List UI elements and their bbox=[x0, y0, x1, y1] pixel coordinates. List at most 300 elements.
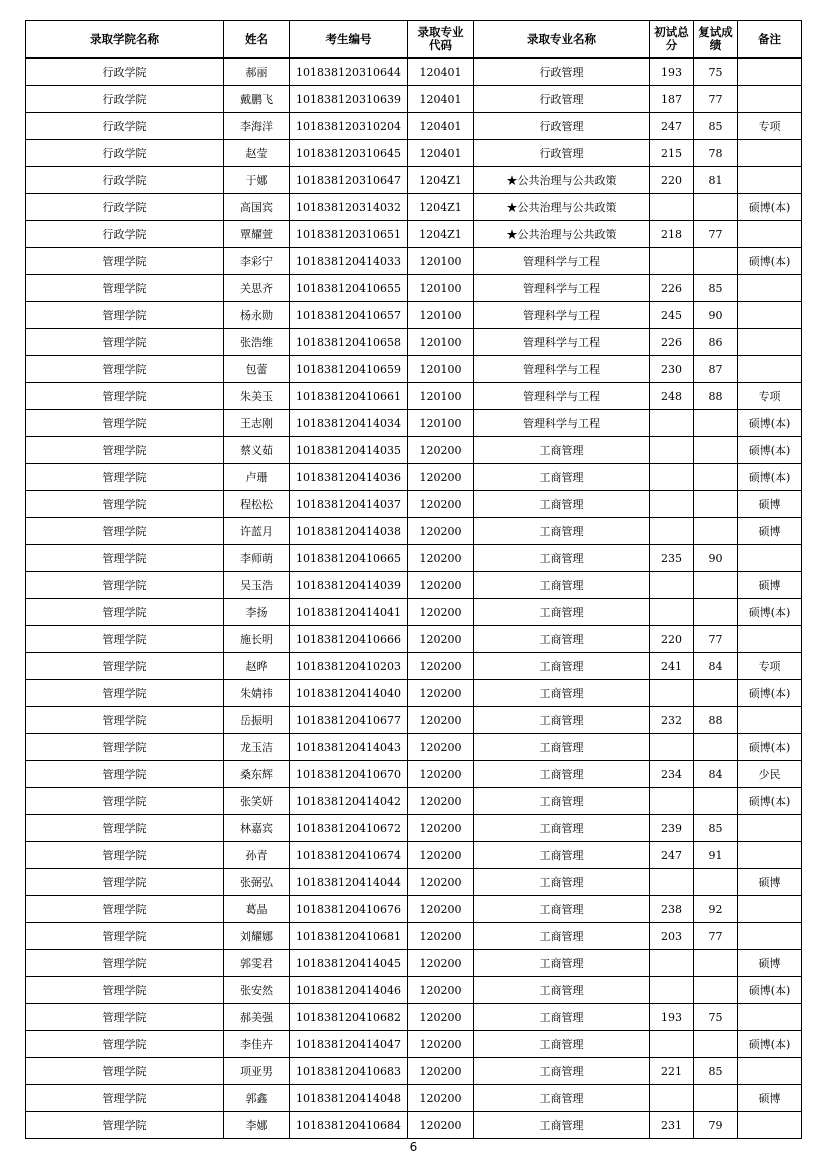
remark-cell: 硕博 bbox=[738, 1085, 802, 1112]
college-cell: 管理学院 bbox=[26, 1085, 224, 1112]
initial-score-cell: 220 bbox=[650, 167, 694, 194]
remark-cell bbox=[738, 842, 802, 869]
table-row bbox=[26, 815, 802, 842]
major-code-cell: 120100 bbox=[408, 356, 474, 383]
college-cell: 管理学院 bbox=[26, 653, 224, 680]
initial-score-cell bbox=[650, 464, 694, 491]
name-cell: 程松松 bbox=[224, 491, 290, 518]
major-code-cell: 120200 bbox=[408, 653, 474, 680]
remark-cell: 硕博(本) bbox=[738, 680, 802, 707]
initial-score-cell: 230 bbox=[650, 356, 694, 383]
table-row bbox=[26, 113, 802, 140]
name-cell: 赵晔 bbox=[224, 653, 290, 680]
major-name-cell: 行政管理 bbox=[474, 113, 650, 140]
table-header-row bbox=[26, 21, 802, 59]
name-cell: 李扬 bbox=[224, 599, 290, 626]
college-cell: 管理学院 bbox=[26, 896, 224, 923]
remark-cell: 硕博(本) bbox=[738, 788, 802, 815]
retest-score-cell bbox=[694, 518, 738, 545]
retest-score-cell: 86 bbox=[694, 329, 738, 356]
college-cell: 管理学院 bbox=[26, 923, 224, 950]
initial-score-cell: 241 bbox=[650, 653, 694, 680]
major-name-cell: 工商管理 bbox=[474, 572, 650, 599]
remark-cell bbox=[738, 140, 802, 167]
table-row bbox=[26, 1031, 802, 1058]
initial-score-cell bbox=[650, 788, 694, 815]
initial-score-cell: 203 bbox=[650, 923, 694, 950]
major-name-cell: 行政管理 bbox=[474, 140, 650, 167]
remark-cell: 硕博 bbox=[738, 869, 802, 896]
major-name-cell: 工商管理 bbox=[474, 626, 650, 653]
college-cell: 管理学院 bbox=[26, 788, 224, 815]
table-row bbox=[26, 518, 802, 545]
retest-score-cell bbox=[694, 788, 738, 815]
major-code-cell: 120200 bbox=[408, 572, 474, 599]
name-cell: 张浩维 bbox=[224, 329, 290, 356]
table-row bbox=[26, 410, 802, 437]
college-cell: 管理学院 bbox=[26, 815, 224, 842]
name-cell: 赵莹 bbox=[224, 140, 290, 167]
header-college: 录取学院名称 bbox=[26, 21, 224, 59]
major-code-cell: 120200 bbox=[408, 1085, 474, 1112]
table-row bbox=[26, 248, 802, 275]
table-row bbox=[26, 329, 802, 356]
name-cell: 郭雯君 bbox=[224, 950, 290, 977]
major-name-cell: 管理科学与工程 bbox=[474, 410, 650, 437]
major-name-cell: 工商管理 bbox=[474, 869, 650, 896]
name-cell: 郭鑫 bbox=[224, 1085, 290, 1112]
initial-score-cell: 245 bbox=[650, 302, 694, 329]
initial-score-cell bbox=[650, 518, 694, 545]
retest-score-cell: 91 bbox=[694, 842, 738, 869]
table-row bbox=[26, 545, 802, 572]
exam-id-cell: 101838120410682 bbox=[290, 1004, 408, 1031]
exam-id-cell: 101838120410672 bbox=[290, 815, 408, 842]
remark-cell bbox=[738, 545, 802, 572]
name-cell: 王志刚 bbox=[224, 410, 290, 437]
initial-score-cell bbox=[650, 680, 694, 707]
name-cell: 李娜 bbox=[224, 1112, 290, 1139]
exam-id-cell: 101838120410681 bbox=[290, 923, 408, 950]
remark-cell bbox=[738, 1058, 802, 1085]
major-code-cell: 120200 bbox=[408, 518, 474, 545]
initial-score-cell bbox=[650, 977, 694, 1004]
initial-score-cell bbox=[650, 869, 694, 896]
college-cell: 管理学院 bbox=[26, 329, 224, 356]
table-row bbox=[26, 1085, 802, 1112]
exam-id-cell: 101838120310647 bbox=[290, 167, 408, 194]
initial-score-cell: 239 bbox=[650, 815, 694, 842]
initial-score-cell: 221 bbox=[650, 1058, 694, 1085]
initial-score-cell: 235 bbox=[650, 545, 694, 572]
college-cell: 管理学院 bbox=[26, 1004, 224, 1031]
table-row bbox=[26, 842, 802, 869]
exam-id-cell: 101838120410683 bbox=[290, 1058, 408, 1085]
major-code-cell: 120200 bbox=[408, 734, 474, 761]
initial-score-cell: 247 bbox=[650, 842, 694, 869]
retest-score-cell: 85 bbox=[694, 1058, 738, 1085]
exam-id-cell: 101838120310645 bbox=[290, 140, 408, 167]
exam-id-cell: 101838120410203 bbox=[290, 653, 408, 680]
table-row bbox=[26, 275, 802, 302]
retest-score-cell: 88 bbox=[694, 383, 738, 410]
name-cell: 高国宾 bbox=[224, 194, 290, 221]
retest-score-cell bbox=[694, 194, 738, 221]
college-cell: 管理学院 bbox=[26, 437, 224, 464]
exam-id-cell: 101838120414034 bbox=[290, 410, 408, 437]
major-name-cell: ★公共治理与公共政策 bbox=[474, 167, 650, 194]
retest-score-cell: 90 bbox=[694, 302, 738, 329]
major-code-cell: 120200 bbox=[408, 1112, 474, 1139]
retest-score-cell: 77 bbox=[694, 86, 738, 113]
name-cell: 孙青 bbox=[224, 842, 290, 869]
retest-score-cell: 81 bbox=[694, 167, 738, 194]
major-code-cell: 120401 bbox=[408, 86, 474, 113]
table-row bbox=[26, 1004, 802, 1031]
retest-score-cell: 87 bbox=[694, 356, 738, 383]
name-cell: 戴鹏飞 bbox=[224, 86, 290, 113]
exam-id-cell: 101838120414035 bbox=[290, 437, 408, 464]
name-cell: 施长明 bbox=[224, 626, 290, 653]
major-code-cell: 120200 bbox=[408, 707, 474, 734]
table-row bbox=[26, 491, 802, 518]
college-cell: 管理学院 bbox=[26, 680, 224, 707]
initial-score-cell: 234 bbox=[650, 761, 694, 788]
major-name-cell: 工商管理 bbox=[474, 977, 650, 1004]
exam-id-cell: 101838120410677 bbox=[290, 707, 408, 734]
name-cell: 郝美强 bbox=[224, 1004, 290, 1031]
remark-cell bbox=[738, 626, 802, 653]
header-name: 姓名 bbox=[224, 21, 290, 59]
exam-id-cell: 101838120414048 bbox=[290, 1085, 408, 1112]
major-code-cell: 120200 bbox=[408, 599, 474, 626]
major-name-cell: 管理科学与工程 bbox=[474, 275, 650, 302]
major-name-cell: 工商管理 bbox=[474, 950, 650, 977]
major-code-cell: 120200 bbox=[408, 761, 474, 788]
header-retest-score: 复试成绩 bbox=[694, 21, 738, 59]
table-row bbox=[26, 572, 802, 599]
retest-score-cell: 75 bbox=[694, 58, 738, 86]
exam-id-cell: 101838120414044 bbox=[290, 869, 408, 896]
remark-cell: 硕博(本) bbox=[738, 1031, 802, 1058]
major-code-cell: 120200 bbox=[408, 842, 474, 869]
table-row bbox=[26, 437, 802, 464]
remark-cell: 硕博 bbox=[738, 950, 802, 977]
name-cell: 李佳卉 bbox=[224, 1031, 290, 1058]
major-code-cell: 120100 bbox=[408, 329, 474, 356]
major-code-cell: 120100 bbox=[408, 383, 474, 410]
table-row bbox=[26, 653, 802, 680]
college-cell: 管理学院 bbox=[26, 1112, 224, 1139]
exam-id-cell: 101838120310639 bbox=[290, 86, 408, 113]
major-name-cell: 工商管理 bbox=[474, 1085, 650, 1112]
college-cell: 管理学院 bbox=[26, 734, 224, 761]
header-major-code: 录取专业代码 bbox=[408, 21, 474, 59]
college-cell: 行政学院 bbox=[26, 167, 224, 194]
major-name-cell: 工商管理 bbox=[474, 1031, 650, 1058]
college-cell: 管理学院 bbox=[26, 869, 224, 896]
exam-id-cell: 101838120410655 bbox=[290, 275, 408, 302]
college-cell: 管理学院 bbox=[26, 302, 224, 329]
name-cell: 关思齐 bbox=[224, 275, 290, 302]
major-name-cell: 工商管理 bbox=[474, 815, 650, 842]
college-cell: 行政学院 bbox=[26, 113, 224, 140]
major-name-cell: 工商管理 bbox=[474, 545, 650, 572]
remark-cell: 硕博(本) bbox=[738, 194, 802, 221]
exam-id-cell: 101838120414043 bbox=[290, 734, 408, 761]
retest-score-cell bbox=[694, 734, 738, 761]
exam-id-cell: 101838120410676 bbox=[290, 896, 408, 923]
major-code-cell: 120401 bbox=[408, 58, 474, 86]
major-code-cell: 120200 bbox=[408, 1031, 474, 1058]
exam-id-cell: 101838120414045 bbox=[290, 950, 408, 977]
name-cell: 郝丽 bbox=[224, 58, 290, 86]
table-row bbox=[26, 86, 802, 113]
major-code-cell: 120100 bbox=[408, 275, 474, 302]
major-code-cell: 120200 bbox=[408, 680, 474, 707]
exam-id-cell: 101838120410670 bbox=[290, 761, 408, 788]
exam-id-cell: 101838120414041 bbox=[290, 599, 408, 626]
college-cell: 管理学院 bbox=[26, 410, 224, 437]
name-cell: 朱美玉 bbox=[224, 383, 290, 410]
table-row bbox=[26, 383, 802, 410]
retest-score-cell bbox=[694, 410, 738, 437]
major-code-cell: 120200 bbox=[408, 815, 474, 842]
remark-cell: 硕博(本) bbox=[738, 599, 802, 626]
initial-score-cell: 220 bbox=[650, 626, 694, 653]
name-cell: 张笑妍 bbox=[224, 788, 290, 815]
major-name-cell: 工商管理 bbox=[474, 1004, 650, 1031]
major-code-cell: 120200 bbox=[408, 896, 474, 923]
retest-score-cell bbox=[694, 248, 738, 275]
college-cell: 管理学院 bbox=[26, 761, 224, 788]
retest-score-cell bbox=[694, 491, 738, 518]
exam-id-cell: 101838120410659 bbox=[290, 356, 408, 383]
name-cell: 葛晶 bbox=[224, 896, 290, 923]
name-cell: 杨永勋 bbox=[224, 302, 290, 329]
college-cell: 管理学院 bbox=[26, 275, 224, 302]
major-code-cell: 120200 bbox=[408, 437, 474, 464]
page-number: 6 bbox=[409, 1140, 418, 1154]
retest-score-cell: 75 bbox=[694, 1004, 738, 1031]
remark-cell bbox=[738, 923, 802, 950]
major-name-cell: 管理科学与工程 bbox=[474, 248, 650, 275]
retest-score-cell bbox=[694, 1031, 738, 1058]
retest-score-cell: 92 bbox=[694, 896, 738, 923]
table-row bbox=[26, 950, 802, 977]
remark-cell: 专项 bbox=[738, 113, 802, 140]
college-cell: 行政学院 bbox=[26, 86, 224, 113]
major-code-cell: 120401 bbox=[408, 140, 474, 167]
major-name-cell: 管理科学与工程 bbox=[474, 383, 650, 410]
name-cell: 张弼弘 bbox=[224, 869, 290, 896]
retest-score-cell: 90 bbox=[694, 545, 738, 572]
exam-id-cell: 101838120414039 bbox=[290, 572, 408, 599]
exam-id-cell: 101838120314032 bbox=[290, 194, 408, 221]
major-code-cell: 120200 bbox=[408, 977, 474, 1004]
initial-score-cell: 218 bbox=[650, 221, 694, 248]
exam-id-cell: 101838120410666 bbox=[290, 626, 408, 653]
college-cell: 管理学院 bbox=[26, 572, 224, 599]
name-cell: 覃耀萱 bbox=[224, 221, 290, 248]
major-code-cell: 1204Z1 bbox=[408, 221, 474, 248]
remark-cell bbox=[738, 329, 802, 356]
major-name-cell: 工商管理 bbox=[474, 437, 650, 464]
major-name-cell: 工商管理 bbox=[474, 680, 650, 707]
major-code-cell: 1204Z1 bbox=[408, 194, 474, 221]
college-cell: 管理学院 bbox=[26, 545, 224, 572]
college-cell: 管理学院 bbox=[26, 842, 224, 869]
exam-id-cell: 101838120410684 bbox=[290, 1112, 408, 1139]
major-name-cell: 工商管理 bbox=[474, 518, 650, 545]
exam-id-cell: 101838120414038 bbox=[290, 518, 408, 545]
retest-score-cell: 85 bbox=[694, 275, 738, 302]
major-name-cell: 工商管理 bbox=[474, 1058, 650, 1085]
major-code-cell: 120100 bbox=[408, 302, 474, 329]
major-name-cell: 行政管理 bbox=[474, 58, 650, 86]
initial-score-cell bbox=[650, 1085, 694, 1112]
college-cell: 管理学院 bbox=[26, 248, 224, 275]
major-code-cell: 120200 bbox=[408, 788, 474, 815]
name-cell: 许蓝月 bbox=[224, 518, 290, 545]
initial-score-cell bbox=[650, 734, 694, 761]
name-cell: 项亚男 bbox=[224, 1058, 290, 1085]
exam-id-cell: 101838120310644 bbox=[290, 58, 408, 86]
initial-score-cell bbox=[650, 1031, 694, 1058]
major-code-cell: 120200 bbox=[408, 1004, 474, 1031]
table-row bbox=[26, 302, 802, 329]
remark-cell: 硕博(本) bbox=[738, 437, 802, 464]
name-cell: 于娜 bbox=[224, 167, 290, 194]
initial-score-cell: 215 bbox=[650, 140, 694, 167]
remark-cell: 专项 bbox=[738, 383, 802, 410]
college-cell: 管理学院 bbox=[26, 383, 224, 410]
major-code-cell: 120200 bbox=[408, 869, 474, 896]
initial-score-cell: 232 bbox=[650, 707, 694, 734]
retest-score-cell: 77 bbox=[694, 221, 738, 248]
table-row bbox=[26, 680, 802, 707]
major-name-cell: 工商管理 bbox=[474, 896, 650, 923]
remark-cell bbox=[738, 356, 802, 383]
remark-cell bbox=[738, 86, 802, 113]
major-name-cell: 工商管理 bbox=[474, 491, 650, 518]
table-row bbox=[26, 923, 802, 950]
header-major-name: 录取专业名称 bbox=[474, 21, 650, 59]
college-cell: 行政学院 bbox=[26, 140, 224, 167]
major-code-cell: 1204Z1 bbox=[408, 167, 474, 194]
table-row bbox=[26, 194, 802, 221]
remark-cell bbox=[738, 58, 802, 86]
remark-cell bbox=[738, 707, 802, 734]
initial-score-cell: 248 bbox=[650, 383, 694, 410]
table-row bbox=[26, 140, 802, 167]
exam-id-cell: 101838120414040 bbox=[290, 680, 408, 707]
college-cell: 管理学院 bbox=[26, 599, 224, 626]
name-cell: 李彩宁 bbox=[224, 248, 290, 275]
remark-cell bbox=[738, 167, 802, 194]
initial-score-cell bbox=[650, 599, 694, 626]
college-cell: 管理学院 bbox=[26, 707, 224, 734]
name-cell: 桑东辉 bbox=[224, 761, 290, 788]
retest-score-cell bbox=[694, 572, 738, 599]
major-code-cell: 120200 bbox=[408, 464, 474, 491]
initial-score-cell: 231 bbox=[650, 1112, 694, 1139]
exam-id-cell: 101838120414042 bbox=[290, 788, 408, 815]
exam-id-cell: 101838120414046 bbox=[290, 977, 408, 1004]
retest-score-cell: 85 bbox=[694, 815, 738, 842]
major-name-cell: ★公共治理与公共政策 bbox=[474, 221, 650, 248]
table-row bbox=[26, 896, 802, 923]
major-code-cell: 120100 bbox=[408, 248, 474, 275]
table-row bbox=[26, 707, 802, 734]
retest-score-cell: 78 bbox=[694, 140, 738, 167]
remark-cell bbox=[738, 1112, 802, 1139]
table-row bbox=[26, 58, 802, 86]
table-row bbox=[26, 788, 802, 815]
retest-score-cell bbox=[694, 950, 738, 977]
college-cell: 管理学院 bbox=[26, 1058, 224, 1085]
remark-cell: 硕博(本) bbox=[738, 977, 802, 1004]
initial-score-cell bbox=[650, 491, 694, 518]
retest-score-cell bbox=[694, 437, 738, 464]
remark-cell: 专项 bbox=[738, 653, 802, 680]
remark-cell bbox=[738, 1004, 802, 1031]
header-remark: 备注 bbox=[738, 21, 802, 59]
major-code-cell: 120200 bbox=[408, 923, 474, 950]
name-cell: 林嘉宾 bbox=[224, 815, 290, 842]
retest-score-cell bbox=[694, 869, 738, 896]
retest-score-cell bbox=[694, 464, 738, 491]
table-row bbox=[26, 869, 802, 896]
remark-cell bbox=[738, 302, 802, 329]
college-cell: 管理学院 bbox=[26, 356, 224, 383]
initial-score-cell bbox=[650, 950, 694, 977]
exam-id-cell: 101838120410661 bbox=[290, 383, 408, 410]
initial-score-cell: 226 bbox=[650, 329, 694, 356]
retest-score-cell: 77 bbox=[694, 923, 738, 950]
remark-cell: 硕博(本) bbox=[738, 248, 802, 275]
exam-id-cell: 101838120410658 bbox=[290, 329, 408, 356]
table-row bbox=[26, 626, 802, 653]
name-cell: 包蕾 bbox=[224, 356, 290, 383]
admission-table bbox=[25, 20, 802, 1139]
initial-score-cell: 247 bbox=[650, 113, 694, 140]
table-row bbox=[26, 167, 802, 194]
name-cell: 朱婧祎 bbox=[224, 680, 290, 707]
table-row bbox=[26, 599, 802, 626]
major-name-cell: 工商管理 bbox=[474, 761, 650, 788]
college-cell: 行政学院 bbox=[26, 194, 224, 221]
college-cell: 行政学院 bbox=[26, 221, 224, 248]
name-cell: 蔡义茹 bbox=[224, 437, 290, 464]
exam-id-cell: 101838120310651 bbox=[290, 221, 408, 248]
major-name-cell: 工商管理 bbox=[474, 923, 650, 950]
major-name-cell: 工商管理 bbox=[474, 788, 650, 815]
major-name-cell: 工商管理 bbox=[474, 734, 650, 761]
retest-score-cell: 79 bbox=[694, 1112, 738, 1139]
remark-cell: 硕博(本) bbox=[738, 410, 802, 437]
college-cell: 管理学院 bbox=[26, 626, 224, 653]
exam-id-cell: 101838120410665 bbox=[290, 545, 408, 572]
retest-score-cell bbox=[694, 1085, 738, 1112]
major-name-cell: 工商管理 bbox=[474, 842, 650, 869]
major-code-cell: 120200 bbox=[408, 950, 474, 977]
college-cell: 管理学院 bbox=[26, 1031, 224, 1058]
name-cell: 刘耀娜 bbox=[224, 923, 290, 950]
exam-id-cell: 101838120410657 bbox=[290, 302, 408, 329]
remark-cell bbox=[738, 275, 802, 302]
retest-score-cell: 84 bbox=[694, 761, 738, 788]
